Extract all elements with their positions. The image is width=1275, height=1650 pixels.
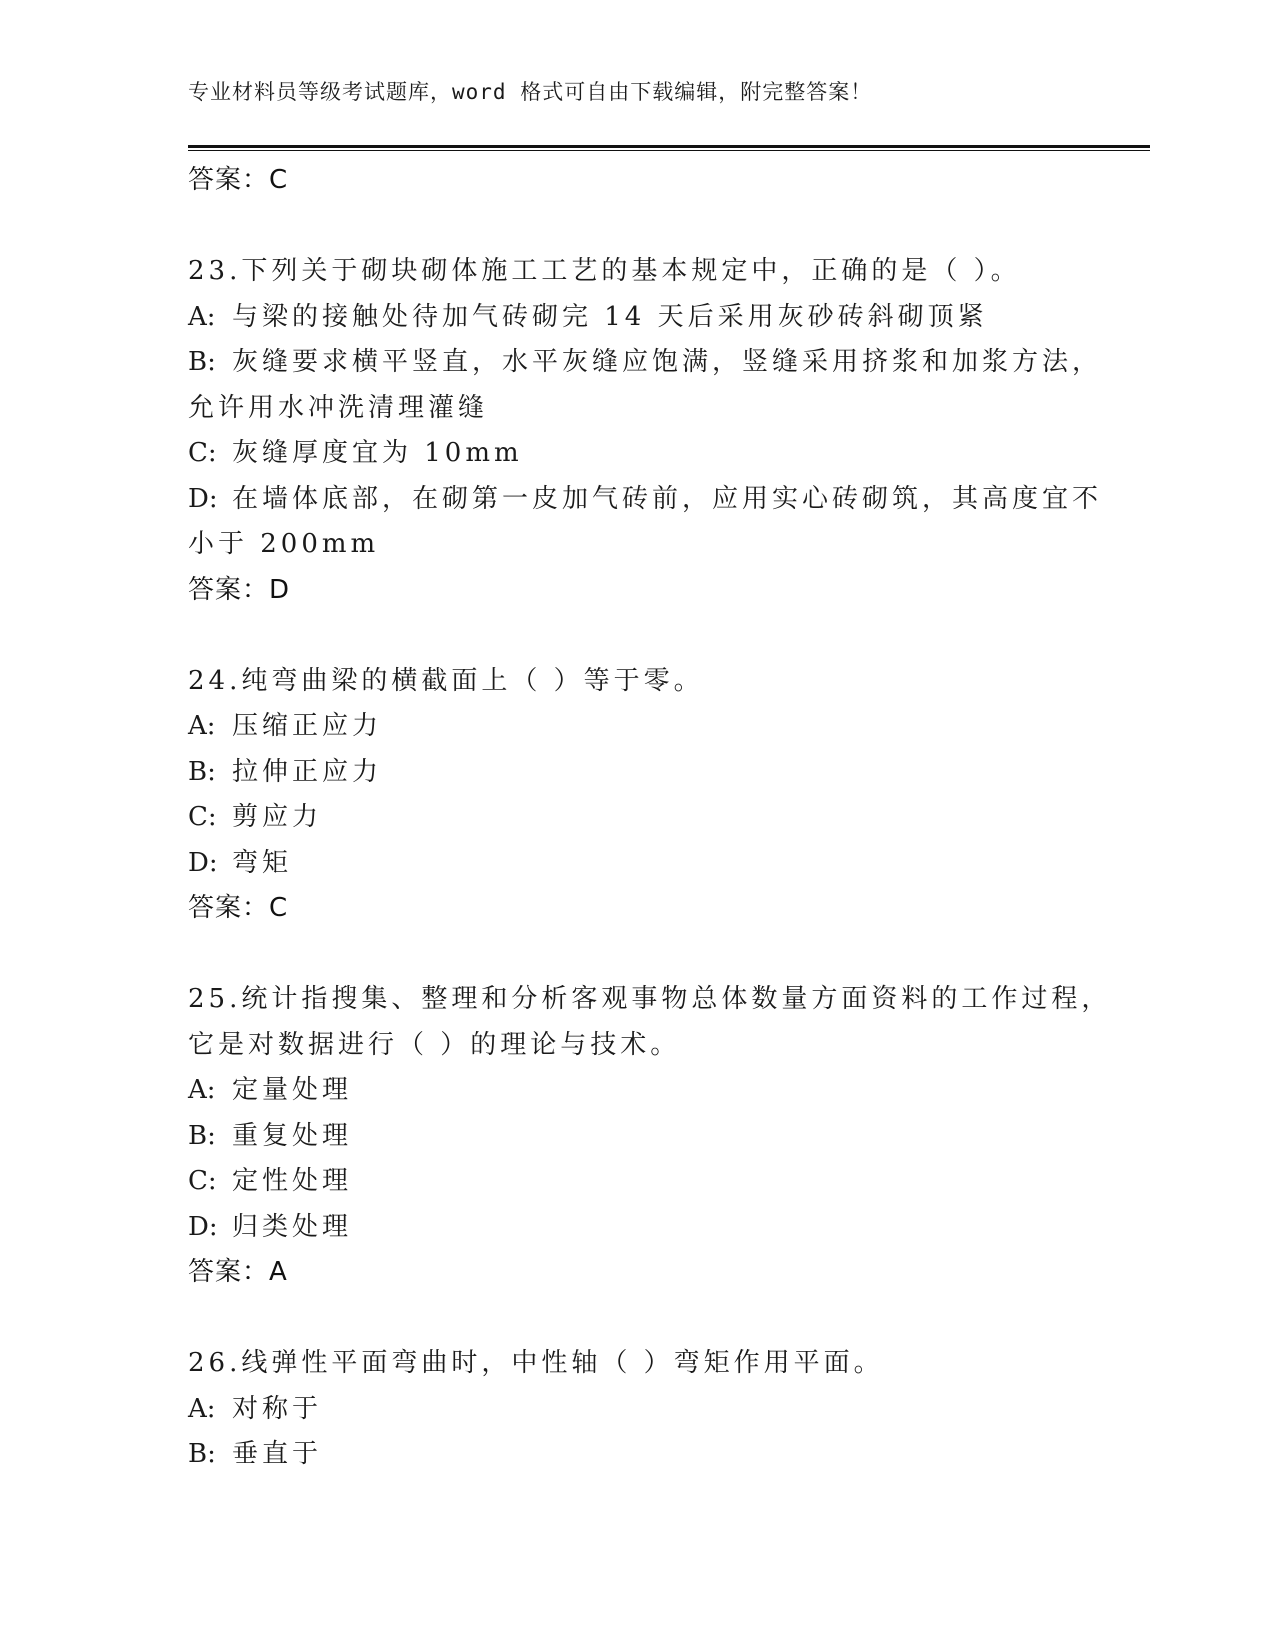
option-line <box>188 1114 1088 1160</box>
previous-answer: 答案：C <box>188 165 289 195</box>
option-key: B: <box>188 347 216 377</box>
question-block <box>188 977 1112 1296</box>
option-text: 定性处理 <box>232 1166 353 1196</box>
option-line <box>188 477 1103 523</box>
option-line <box>188 841 1088 887</box>
option-key: B: <box>188 1439 216 1469</box>
option-key: D: <box>188 1211 218 1242</box>
option-line <box>188 522 1088 568</box>
question-stem-line: 25.统计指搜集、整理和分析客观事物总体数量方面资料的工作过程， <box>188 984 1112 1014</box>
option-text: 允许用水冲洗清理灌缝 <box>188 392 489 423</box>
option-line <box>188 750 1088 796</box>
option-key: A: <box>188 1393 216 1424</box>
option-key: A: <box>188 301 216 332</box>
question-list <box>188 158 1112 1478</box>
option-text: 灰缝要求横平竖直，水平灰缝应饱满，竖缝采用挤浆和加浆方法， <box>232 347 1103 377</box>
option-line <box>188 1387 1088 1433</box>
header-note: 专业材料员等级考试题库，word 格式可自由下载编辑，附完整答案！ <box>188 80 873 104</box>
option-line <box>188 795 1088 841</box>
answer-line: 答案：C <box>188 893 289 923</box>
option-text: 剪应力 <box>232 802 323 832</box>
option-key: B: <box>188 756 216 787</box>
option-text: 弯矩 <box>232 847 293 878</box>
option-key: A: <box>188 1075 216 1105</box>
question-spacer <box>188 613 1088 659</box>
option-key: C: <box>188 438 217 468</box>
option-key: D: <box>188 847 218 878</box>
option-key: A: <box>188 711 216 741</box>
option-text: 垂直于 <box>232 1439 323 1469</box>
answer-line: 答案：A <box>188 1257 288 1287</box>
header-rule-thick <box>188 145 1150 148</box>
option-text: 拉伸正应力 <box>232 756 383 787</box>
option-text: 归类处理 <box>232 1211 353 1242</box>
option-line <box>188 431 1088 477</box>
option-line <box>188 295 1088 341</box>
option-text: 压缩正应力 <box>232 711 383 741</box>
option-key: C: <box>188 802 217 832</box>
option-text: 定量处理 <box>232 1075 353 1105</box>
question-spacer <box>188 932 1088 978</box>
option-key: C: <box>188 1166 217 1196</box>
option-line <box>188 386 1088 432</box>
option-text: 重复处理 <box>232 1120 353 1151</box>
option-line <box>188 1068 1088 1114</box>
question-block <box>188 1341 1088 1478</box>
option-key: D: <box>188 483 218 514</box>
question-block <box>188 249 1103 613</box>
option-line <box>188 704 1088 750</box>
question-block <box>188 659 1088 932</box>
option-line <box>188 1432 1088 1478</box>
question-stem-line: 23.下列关于砌块砌体施工工艺的基本规定中，正确的是（ ）。 <box>188 256 1021 286</box>
answer-line: 答案：D <box>188 574 291 605</box>
question-spacer <box>188 1296 1088 1342</box>
option-text: 灰缝厚度宜为 10mm <box>232 438 523 468</box>
option-line <box>188 340 1103 386</box>
option-line <box>188 1159 1088 1205</box>
question-spacer <box>188 204 1088 250</box>
option-text: 对称于 <box>232 1393 323 1424</box>
question-stem-line: 24.纯弯曲梁的横截面上（ ）等于零。 <box>188 665 704 696</box>
option-text: 与梁的接触处待加气砖砌完 14 天后采用灰砂砖斜砌顶紧 <box>232 301 988 332</box>
header-rule-thin <box>188 150 1150 151</box>
option-key: B: <box>188 1120 216 1151</box>
question-stem-line: 它是对数据进行（ ）的理论与技术。 <box>188 1029 681 1060</box>
option-line <box>188 1205 1088 1251</box>
option-text: 小于 200mm <box>188 529 380 559</box>
option-text: 在墙体底部，在砌第一皮加气砖前，应用实心砖砌筑，其高度宜不 <box>232 483 1103 514</box>
question-stem-line: 26.线弹性平面弯曲时，中性轴（ ）弯矩作用平面。 <box>188 1348 884 1378</box>
